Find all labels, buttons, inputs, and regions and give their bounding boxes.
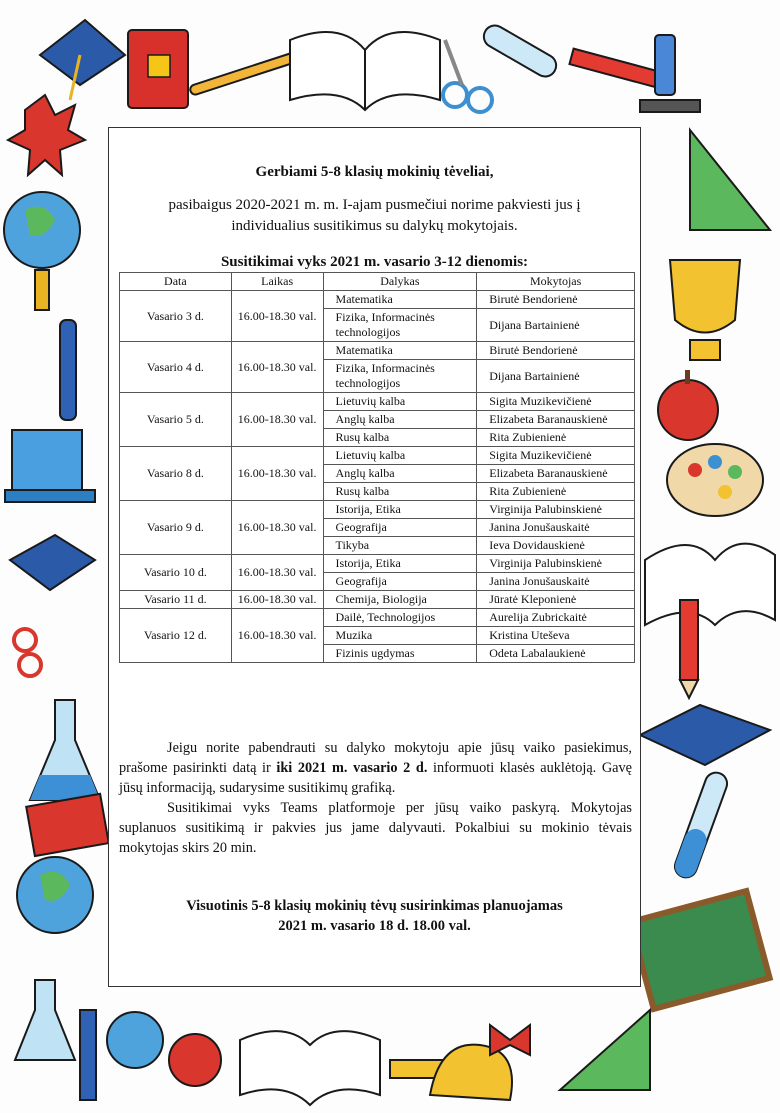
time-cell: 16.00-18.30 val. — [231, 609, 323, 663]
date-cell: Vasario 11 d. — [120, 591, 232, 609]
apple-icon — [658, 370, 718, 440]
maple-leaf-icon — [8, 95, 85, 175]
paintbrush-icon — [189, 52, 297, 96]
subject-cell: Muzika — [323, 627, 477, 645]
subject-cell: Geografija — [323, 519, 477, 537]
chalkboard-icon — [630, 891, 769, 1009]
red-book-icon — [128, 30, 188, 108]
laptop-icon — [5, 430, 95, 502]
pencil-icon — [569, 49, 660, 88]
red-book-icon — [26, 794, 109, 856]
scissors-icon — [14, 629, 41, 676]
date-cell: Vasario 12 d. — [120, 609, 232, 663]
teacher-cell: Elizabeta Baranauskienė — [477, 411, 635, 429]
subject-cell: Matematika — [323, 342, 477, 360]
table-row — [120, 447, 635, 465]
graduation-cap-icon — [40, 20, 125, 100]
request-paragraph — [119, 738, 632, 858]
flask-icon — [15, 980, 75, 1060]
subject-cell: Lietuvių kalba — [323, 393, 477, 411]
date-cell: Vasario 8 d. — [120, 447, 232, 501]
intro-text — [139, 195, 610, 237]
teacher-cell: Virginija Palubinskienė — [477, 501, 635, 519]
table-row — [120, 609, 635, 627]
teacher-cell: Ieva Dovidauskienė — [477, 537, 635, 555]
subject-cell: Anglų kalba — [323, 411, 477, 429]
subject-cell: Rusų kalba — [323, 429, 477, 447]
teacher-cell: Odeta Labalaukienė — [477, 645, 635, 663]
teacher-cell: Dijana Bartainienė — [477, 309, 635, 342]
pencil-icon — [680, 600, 698, 698]
test-tube-icon — [480, 21, 560, 80]
teacher-cell: Elizabeta Baranauskienė — [477, 465, 635, 483]
subject-cell: Anglų kalba — [323, 465, 477, 483]
table-row — [120, 591, 635, 609]
subject-cell: Istorija, Etika — [323, 555, 477, 573]
globe-icon — [107, 1012, 163, 1068]
announcement-line-2: 2021 m. vasario 18 d. 18.00 val. — [278, 918, 471, 934]
pen-icon — [60, 320, 76, 420]
teacher-cell: Jūratė Kleponienė — [477, 591, 635, 609]
ruler-triangle-icon — [560, 1010, 650, 1090]
intro-line-1: pasibaigus 2020-2021 m. m. I-ajam pusmečiui norime pakviesti jus į — [168, 197, 581, 213]
request-deadline: iki 2021 m. vasario 2 d. — [276, 760, 428, 776]
intro-line-2: individualius susitikimus su dalykų mokytojais. — [231, 218, 518, 234]
globe-icon — [4, 192, 80, 310]
schedule-body — [120, 291, 635, 663]
time-cell: 16.00-18.30 val. — [231, 291, 323, 342]
pencil-icon — [80, 1010, 96, 1100]
teacher-cell: Sigita Muzikevičienė — [477, 393, 635, 411]
schedule-table — [119, 272, 635, 663]
subject-cell: Geografija — [323, 573, 477, 591]
time-cell: 16.00-18.30 val. — [231, 393, 323, 447]
subject-cell: Fizika, Informacinės technologijos — [323, 360, 477, 393]
date-cell: Vasario 5 d. — [120, 393, 232, 447]
request-text-after: informuoti klasės auklėtoją. Gavę jūsų informaciją, sudarysime susitikimų grafiką. — [119, 760, 633, 796]
date-cell: Vasario 4 d. — [120, 342, 232, 393]
subject-cell: Chemija, Biologija — [323, 591, 477, 609]
time-cell: 16.00-18.30 val. — [231, 591, 323, 609]
flask-icon — [30, 700, 100, 800]
schedule-title: Susitikimai vyks 2021 m. vasario 3-12 dienomis: — [220, 254, 529, 270]
subject-cell: Matematika — [323, 291, 477, 309]
request-text-before: Jeigu norite pabendrauti su dalyko mokytoju apie jūsų vaiko pasiekimus, prašome pasirinkti datą ir — [119, 740, 632, 776]
globe-icon — [17, 857, 93, 933]
teacher-cell: Birutė Bendorienė — [477, 291, 635, 309]
ruler-triangle-icon — [690, 130, 770, 230]
graduation-cap-icon — [640, 705, 770, 765]
subject-cell: Tikyba — [323, 537, 477, 555]
teacher-cell: Birutė Bendorienė — [477, 342, 635, 360]
teacher-cell: Rita Zubienienė — [477, 429, 635, 447]
teacher-cell: Rita Zubienienė — [477, 483, 635, 501]
time-cell: 16.00-18.30 val. — [231, 501, 323, 555]
time-cell: 16.00-18.30 val. — [231, 447, 323, 501]
open-book-icon — [290, 32, 440, 110]
open-book-icon — [240, 1031, 380, 1105]
column-header-date: Data — [120, 273, 232, 291]
open-book-icon — [645, 544, 775, 625]
invitation-sheet — [108, 127, 641, 987]
subject-cell: Dailė, Technologijos — [323, 609, 477, 627]
table-row — [120, 393, 635, 411]
date-cell: Vasario 3 d. — [120, 291, 232, 342]
table-row — [120, 291, 635, 309]
teams-paragraph: Susitikimai vyks Teams platformoje per jūsų vaiko paskyrą. Mokytojas suplanuos susitikimą ir pakvies jus jame dalyvauti. Pokalbiui su mokinio tėvais mokytojas skirs 20 min. — [119, 800, 632, 856]
table-row — [120, 342, 635, 360]
time-cell: 16.00-18.30 val. — [231, 342, 323, 393]
column-header-subject: Dalykas — [323, 273, 477, 291]
announcement-line-1: Visuotinis 5-8 klasių mokinių tėvų susirinkimas planuojamas — [186, 898, 563, 914]
test-tube-icon — [672, 770, 730, 881]
teacher-cell: Dijana Bartainienė — [477, 360, 635, 393]
bow-icon — [490, 1025, 530, 1055]
date-cell: Vasario 10 d. — [120, 555, 232, 591]
trophy-icon — [670, 260, 740, 360]
scissors-icon — [443, 40, 492, 112]
time-cell: 16.00-18.30 val. — [231, 555, 323, 591]
table-row — [120, 555, 635, 573]
column-header-teacher: Mokytojas — [477, 273, 635, 291]
greeting-heading: Gerbiami 5-8 klasių mokinių tėveliai, — [255, 164, 494, 180]
teacher-cell: Virginija Palubinskienė — [477, 555, 635, 573]
subject-cell: Fizinis ugdymas — [323, 645, 477, 663]
table-row — [120, 501, 635, 519]
school-bell-icon — [430, 1045, 512, 1100]
subject-cell: Rusų kalba — [323, 483, 477, 501]
teacher-cell: Aurelija Zubrickaitė — [477, 609, 635, 627]
subject-cell: Fizika, Informacinės technologijos — [323, 309, 477, 342]
teacher-cell: Kristina Uteševa — [477, 627, 635, 645]
teacher-cell: Janina Jonušauskaitė — [477, 519, 635, 537]
apple-icon — [169, 1034, 221, 1086]
column-header-time: Laikas — [231, 273, 323, 291]
graduation-cap-icon — [10, 535, 95, 590]
table-header-row — [120, 273, 635, 291]
subject-cell: Lietuvių kalba — [323, 447, 477, 465]
paint-palette-icon — [667, 444, 763, 516]
subject-cell: Istorija, Etika — [323, 501, 477, 519]
date-cell: Vasario 9 d. — [120, 501, 232, 555]
teacher-cell: Janina Jonušauskaitė — [477, 573, 635, 591]
teacher-cell: Sigita Muzikevičienė — [477, 447, 635, 465]
meeting-announcement — [109, 896, 640, 936]
